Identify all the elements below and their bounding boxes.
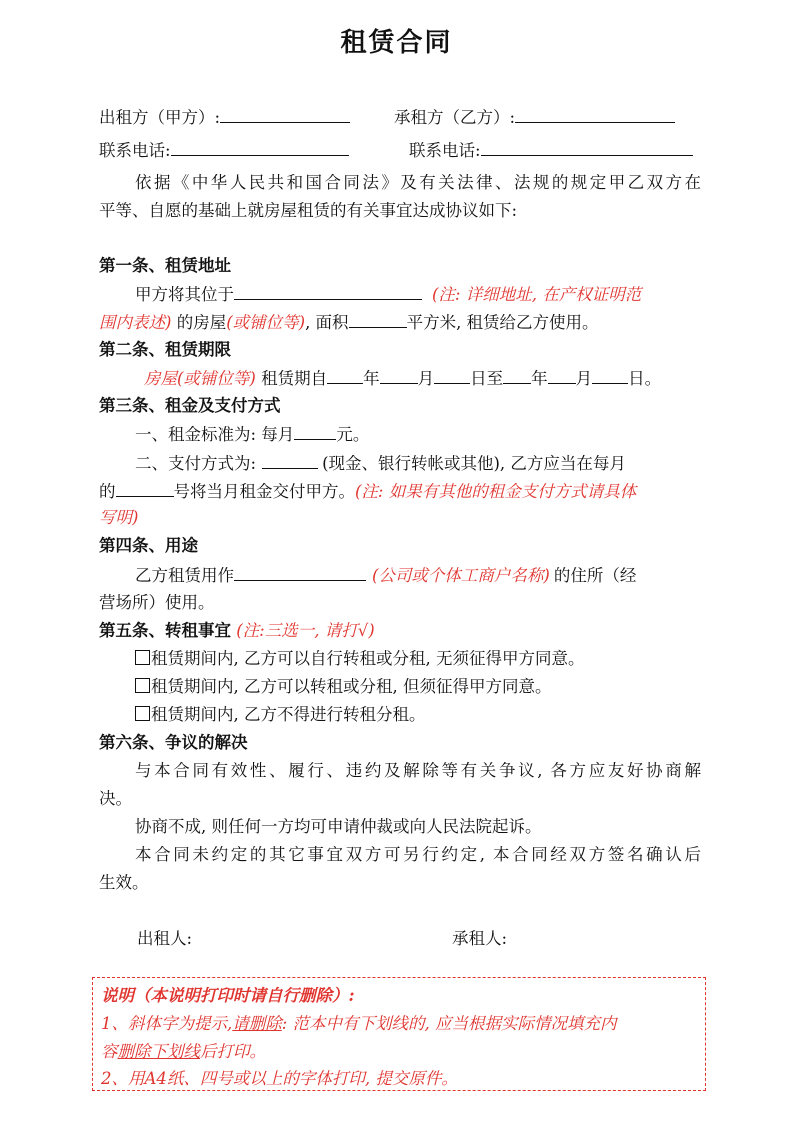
end-day-unit: 日。 <box>628 369 662 388</box>
article-5-heading: 第五条、转租事宜 <box>99 621 231 640</box>
article-3-line-2 <box>135 452 626 475</box>
article-6-p1-line-1: 与本合同有效性、履行、违约及解除等有关争议, 各方应友好协商解 <box>135 761 701 780</box>
start-day-blank[interactable] <box>434 367 470 384</box>
article-3-note-cont: 写明) <box>99 508 139 527</box>
instruction-1-text: 1、斜体字为提示, <box>101 1014 233 1033</box>
instruction-line-3: 2、用A4纸、四号或以上的字体打印, 提交原件。 <box>101 1069 458 1088</box>
article-4-line-2: 营场所）使用。 <box>99 593 215 612</box>
lessee-label: 承租方（乙方）: <box>394 108 516 127</box>
article-5-heading-line <box>99 620 375 642</box>
payment-method-label: 二、支付方式为: <box>135 454 257 473</box>
instruction-heading: 说明（本说明打印时请自行删除）: <box>101 986 355 1005</box>
instruction-line-1 <box>101 1013 617 1035</box>
checkbox-icon[interactable] <box>135 650 150 665</box>
article-1-line-1 <box>135 283 641 306</box>
sublet-option-2[interactable] <box>135 676 551 698</box>
payment-method-text: (现金、银行转帐或其他), 乙方应当在每月 <box>322 454 626 473</box>
lessor-phone-line <box>99 139 349 162</box>
article-1-area-unit: 平方米, 租赁给乙方使用。 <box>406 313 599 332</box>
usage-label: 乙方租赁用作 <box>135 566 234 585</box>
article-6-heading: 第六条、争议的解决 <box>99 733 248 752</box>
lessee-phone-blank[interactable] <box>481 139 693 156</box>
instruction-2-underlined: 删除下划线 <box>117 1042 200 1061</box>
article-1-heading: 第一条、租赁地址 <box>99 256 231 275</box>
instruction-2-text: 容 <box>101 1042 118 1061</box>
article-4-heading: 第四条、用途 <box>99 536 198 555</box>
article-4-note: (公司或个体工商户名称) <box>372 566 550 585</box>
article-1-house: 的房屋 <box>176 313 227 332</box>
sublet-option-1-text: 租赁期间内, 乙方可以自行转租或分租, 无须征得甲方同意。 <box>151 649 585 668</box>
lessor-blank[interactable] <box>220 106 350 123</box>
area-blank[interactable] <box>349 311 407 328</box>
intro-line-1: 依据《中华人民共和国合同法》及有关法律、法规的规定甲乙双方在 <box>135 173 701 192</box>
article-6-p2: 协商不成, 则任何一方均可申请仲裁或向人民法院起诉。 <box>135 817 542 836</box>
article-2-note: 房屋(或铺位等) <box>144 369 256 388</box>
article-5-note: (注:三选一, 请打√) <box>236 621 375 640</box>
rent-blank[interactable] <box>294 423 336 440</box>
article-1-note-cont: 围内表述) <box>99 313 172 332</box>
rent-unit: 元。 <box>336 425 370 444</box>
article-3-line-1 <box>135 423 369 446</box>
start-month-unit: 月 <box>417 369 435 388</box>
instruction-line-2 <box>101 1041 266 1063</box>
payment-day-prefix: 的 <box>99 482 116 501</box>
lessor-phone-label: 联系电话: <box>99 141 171 160</box>
article-3-heading: 第三条、租金及支付方式 <box>99 396 281 415</box>
payment-method-blank[interactable] <box>262 452 318 469</box>
lease-term-label: 租赁期自 <box>261 369 328 388</box>
address-blank[interactable] <box>234 283 422 300</box>
checkbox-icon[interactable] <box>135 678 150 693</box>
instruction-1-underlined: 请删除 <box>232 1014 282 1033</box>
article-1-line-2 <box>99 311 599 334</box>
lessee-line <box>394 106 675 129</box>
page-title: 租赁合同 <box>340 28 453 58</box>
article-4-line-1 <box>135 564 636 587</box>
article-3-line-3 <box>99 480 636 503</box>
intro-line-2: 平等、自愿的基础上就房屋租赁的有关事宜达成协议如下: <box>99 201 518 220</box>
article-6-p1-line-2: 决。 <box>99 789 132 808</box>
instruction-2-text-cont: 后打印。 <box>200 1042 266 1061</box>
lessor-label: 出租方（甲方）: <box>99 108 221 127</box>
instruction-box <box>92 977 706 1091</box>
article-6-p3-line-2: 生效。 <box>99 873 149 892</box>
instruction-1-text-cont: : 范本中有下划线的, 应当根据实际情况填充内 <box>281 1014 617 1033</box>
lessee-signature: 承租人: <box>452 929 508 948</box>
sublet-option-2-text: 租赁期间内, 乙方可以转租或分租, 但须征得甲方同意。 <box>151 677 552 696</box>
lessee-blank[interactable] <box>515 106 675 123</box>
lessee-phone-line <box>409 139 693 162</box>
start-day-unit: 日至 <box>470 369 504 388</box>
sublet-option-3[interactable] <box>135 704 426 726</box>
start-year-unit: 年 <box>363 369 380 388</box>
payment-day-blank[interactable] <box>116 480 174 497</box>
end-month-blank[interactable] <box>548 367 576 384</box>
payment-day-text: 号将当月租金交付甲方。 <box>173 482 355 501</box>
article-1-note-booth: (或铺位等) <box>226 313 306 332</box>
lessee-phone-label: 联系电话: <box>409 141 481 160</box>
article-1-text: 甲方将其位于 <box>135 285 234 304</box>
article-1-area-label: , 面积 <box>305 313 349 332</box>
article-2-line <box>144 367 661 390</box>
end-year-unit: 年 <box>531 369 548 388</box>
start-month-blank[interactable] <box>380 367 418 384</box>
end-day-blank[interactable] <box>592 367 628 384</box>
lessor-signature: 出租人: <box>137 929 193 948</box>
article-6-p3-line-1: 本合同未约定的其它事宜双方可另行约定, 本合同经双方签名确认后 <box>135 845 701 864</box>
sublet-option-1[interactable] <box>135 648 584 670</box>
start-year-blank[interactable] <box>327 367 363 384</box>
lessor-line <box>99 106 350 129</box>
usage-blank[interactable] <box>234 564 366 581</box>
checkbox-icon[interactable] <box>135 706 150 721</box>
usage-text: 的住所（经 <box>553 566 637 585</box>
article-2-heading: 第二条、租赁期限 <box>99 340 231 359</box>
sublet-option-3-text: 租赁期间内, 乙方不得进行转租分租。 <box>151 705 426 724</box>
article-1-note: (注: 详细地址, 在产权证明范 <box>432 285 642 304</box>
end-year-blank[interactable] <box>503 367 531 384</box>
lessor-phone-blank[interactable] <box>171 139 349 156</box>
rent-label: 一、租金标准为: 每月 <box>135 425 295 444</box>
article-3-note: (注: 如果有其他的租金支付方式请具体 <box>355 482 637 501</box>
end-month-unit: 月 <box>575 369 593 388</box>
